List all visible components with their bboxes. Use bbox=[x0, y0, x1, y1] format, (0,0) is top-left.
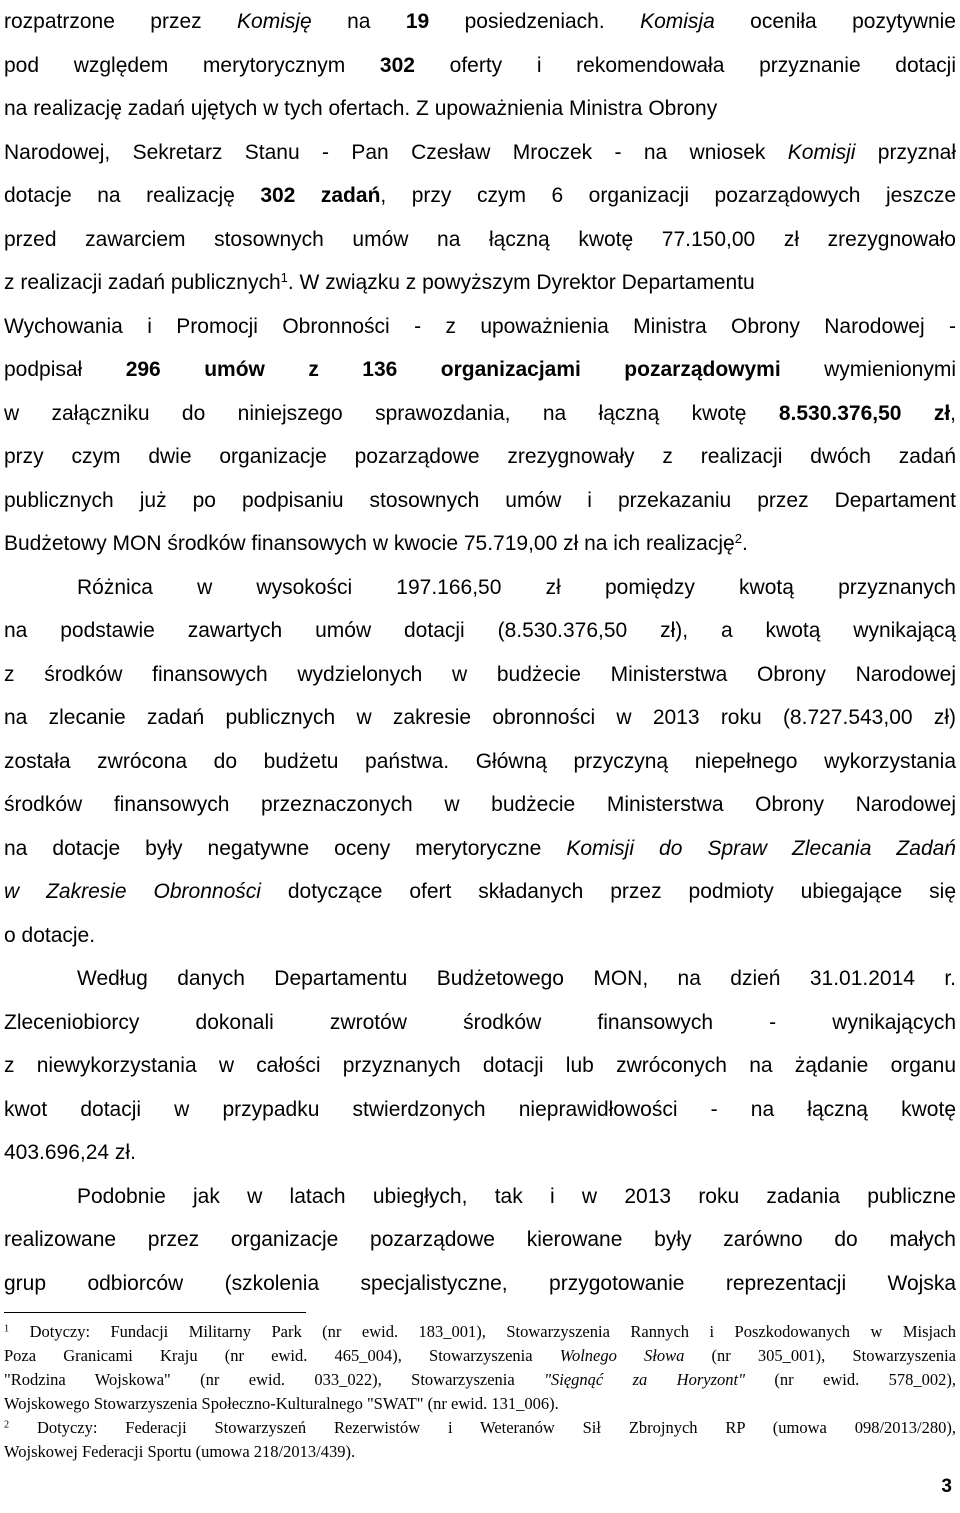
text-run: Według danych Departamentu Budżetowego MON, na dzień 31.01.2014 r. bbox=[77, 967, 956, 990]
text-run: została zwrócona do budżetu państwa. Główną przyczyną niepełnego wykorzystania bbox=[4, 749, 956, 773]
paragraph-line bbox=[4, 218, 956, 262]
footnote-line bbox=[4, 1392, 956, 1416]
text-run: Wojskowej Federacji Sportu (umowa 218/2013/439). bbox=[4, 1442, 356, 1461]
text-run: dotacje na realizację bbox=[4, 184, 261, 207]
text-run: z realizacji zadań publicznych bbox=[4, 271, 281, 294]
text-run: "Rodzina Wojskowa" (nr ewid. 033_022), Stowarzyszenia bbox=[4, 1370, 545, 1389]
text-run: (nr ewid. 578_002), bbox=[745, 1370, 956, 1389]
text-run: 302 bbox=[379, 53, 415, 77]
paragraph-line bbox=[4, 827, 956, 871]
footnote-ref: 2 bbox=[734, 530, 742, 546]
text-run: , przy czym 6 organizacji pozarządowych jeszcze bbox=[380, 184, 956, 207]
text-run: wymienionymi bbox=[780, 358, 957, 381]
paragraph-line bbox=[4, 87, 956, 131]
body-text bbox=[4, 0, 956, 1305]
paragraph-line bbox=[4, 479, 956, 523]
text-run: o dotacje. bbox=[4, 923, 96, 947]
footnote-line bbox=[4, 1416, 956, 1440]
footnote-ref: 2 bbox=[4, 1419, 10, 1431]
text-run: pod względem merytorycznym bbox=[4, 53, 380, 77]
text-run: rozpatrzone przez bbox=[4, 10, 238, 33]
paragraph-line bbox=[4, 1218, 956, 1262]
footnote-line bbox=[4, 1368, 956, 1392]
text-run: kwot dotacji w przypadku stwierdzonych nieprawidłowości - na łączną kwotę bbox=[4, 1097, 956, 1121]
text-run: z niewykorzystania w całości przyznanych dotacji lub zwróconych na żądanie organu bbox=[4, 1054, 956, 1077]
paragraph-line bbox=[4, 870, 956, 914]
paragraph-line bbox=[4, 1088, 956, 1132]
text-run: z środków finansowych wydzielonych w budżecie Ministerstwa Obrony Narodowej bbox=[4, 662, 956, 686]
text-run: w załączniku do niniejszego sprawozdania, na łączną kwotę bbox=[4, 401, 779, 425]
text-run: Budżetowy MON środków finansowych w kwocie 75.719,00 zł na ich realizację bbox=[4, 532, 735, 555]
text-run: posiedzeniach. bbox=[429, 10, 641, 33]
text-run: 8.530.376,50 zł bbox=[778, 401, 951, 425]
text-run: dotyczące ofert składanych przez podmioty ubiegające się bbox=[260, 880, 956, 903]
paragraph-line bbox=[4, 914, 956, 958]
text-run: 403.696,24 zł. bbox=[4, 1141, 136, 1164]
text-run: Różnica w wysokości 197.166,50 zł pomiędzy kwotą przyznanych bbox=[77, 575, 956, 599]
text-run: Poza Granicami Kraju (nr ewid. 465_004), Stowarzyszenia bbox=[4, 1346, 560, 1365]
text-run: oferty i rekomendowała przyznanie dotacji bbox=[414, 53, 956, 77]
text-run: Podobnie jak w latach ubiegłych, tak i w 2013 roku zadania publiczne bbox=[77, 1184, 956, 1208]
paragraph-line bbox=[4, 305, 956, 349]
paragraph-line bbox=[4, 1044, 956, 1088]
text-run: Zleceniobiorcy dokonali zwrotów środków finansowych - wynikających bbox=[4, 1010, 956, 1034]
paragraph-line bbox=[4, 131, 956, 175]
text-run: publicznych już po podpisaniu stosownych umów i przekazaniu przez Departament bbox=[4, 488, 956, 512]
text-run: . W związku z powyższym Dyrektor Departamentu bbox=[287, 271, 755, 294]
text-run: "Sięgnąć za Horyzont" bbox=[544, 1370, 746, 1389]
footnote-separator bbox=[4, 1312, 306, 1313]
text-run: na realizację zadań ujętych w tych ofertach. Z upoważnienia Ministra Obrony bbox=[4, 97, 718, 120]
text-run: przy czym dwie organizacje pozarządowe zrezygnowały z realizacji dwóch zadań bbox=[4, 445, 956, 468]
text-run: 302 zadań bbox=[260, 184, 381, 207]
paragraph-line bbox=[4, 0, 956, 44]
text-run: na zlecanie zadań publicznych w zakresie obronności w 2013 roku (8.727.543,00 zł) bbox=[4, 706, 956, 729]
text-run: (nr 305_001), Stowarzyszenia bbox=[684, 1346, 956, 1365]
text-run: w Zakresie Obronności bbox=[4, 880, 261, 903]
paragraph-line bbox=[4, 957, 956, 1001]
text-run: realizowane przez organizacje pozarządowe kierowane były zarówno do małych bbox=[4, 1228, 956, 1251]
paragraph-line bbox=[4, 566, 956, 610]
text-run: na dotacje były negatywne oceny merytoryczne bbox=[4, 836, 567, 860]
paragraph-line bbox=[4, 522, 956, 566]
paragraph-line bbox=[4, 348, 956, 392]
page-number: 3 bbox=[941, 1476, 952, 1497]
text-run: Dotyczy: Fundacji Militarny Park (nr ewid. 183_001), Stowarzyszenia Rannych i Poszkodowanych w Misjach bbox=[9, 1322, 956, 1341]
text-run: . bbox=[741, 532, 748, 555]
paragraph-line bbox=[4, 1175, 956, 1219]
footnote-line bbox=[4, 1320, 956, 1344]
paragraph-line bbox=[4, 261, 956, 305]
paragraph-line bbox=[4, 44, 956, 88]
footnote-line bbox=[4, 1344, 956, 1368]
text-run: Wychowania i Promocji Obronności - z upoważnienia Ministra Obrony Narodowej - bbox=[4, 314, 956, 338]
text-run: Wojskowego Stowarzyszenia Społeczno-Kulturalnego "SWAT" (nr ewid. 131_006). bbox=[4, 1394, 559, 1413]
paragraph-line bbox=[4, 1001, 956, 1045]
paragraph-line bbox=[4, 609, 956, 653]
text-run: Wolnego Słowa bbox=[559, 1346, 685, 1365]
text-run: Dotyczy: Federacji Stowarzyszeń Rezerwistów i Weteranów Sił Zbrojnych RP (umowa 098/2013/280), bbox=[9, 1418, 956, 1437]
text-run: Narodowej, Sekretarz Stanu - Pan Czesław Mroczek - na wniosek bbox=[4, 140, 788, 164]
paragraph-line bbox=[4, 1262, 956, 1306]
footnotes bbox=[4, 1320, 956, 1464]
paragraph-line bbox=[4, 783, 956, 827]
text-run: Komisji bbox=[787, 140, 856, 164]
footnote-ref: 1 bbox=[280, 269, 288, 285]
paragraph-line bbox=[4, 392, 956, 436]
paragraph-line bbox=[4, 740, 956, 784]
text-run: 19 bbox=[405, 10, 430, 33]
text-run: środków finansowych przeznaczonych w budżecie Ministerstwa Obrony Narodowej bbox=[4, 793, 956, 816]
footnote-line bbox=[4, 1440, 956, 1464]
text-run: Komisję bbox=[237, 10, 312, 33]
text-run: Komisja bbox=[640, 10, 715, 33]
text-run: grup odbiorców (szkolenia specjalistyczne, przygotowanie reprezentacji Wojska bbox=[4, 1271, 956, 1295]
text-run: 296 umów z 136 organizacjami pozarządowymi bbox=[125, 358, 781, 381]
text-run: przed zawarciem stosownych umów na łączną kwotę 77.150,00 zł zrezygnowało bbox=[4, 227, 956, 251]
paragraph-line bbox=[4, 174, 956, 218]
paragraph-line bbox=[4, 1131, 956, 1175]
text-run: Komisji do Spraw Zlecania Zadań bbox=[566, 836, 956, 860]
paragraph-line bbox=[4, 696, 956, 740]
text-run: podpisał bbox=[4, 358, 126, 381]
text-run: na podstawie zawartych umów dotacji (8.530.376,50 zł), a kwotą wynikającą bbox=[4, 619, 956, 642]
footnote-ref: 1 bbox=[4, 1323, 10, 1335]
text-run: przyznał bbox=[855, 140, 957, 164]
paragraph-line bbox=[4, 435, 956, 479]
text-run: na bbox=[311, 10, 406, 33]
text-run: oceniła pozytywnie bbox=[714, 10, 956, 33]
paragraph-line bbox=[4, 653, 956, 697]
text-run: , bbox=[950, 401, 956, 425]
